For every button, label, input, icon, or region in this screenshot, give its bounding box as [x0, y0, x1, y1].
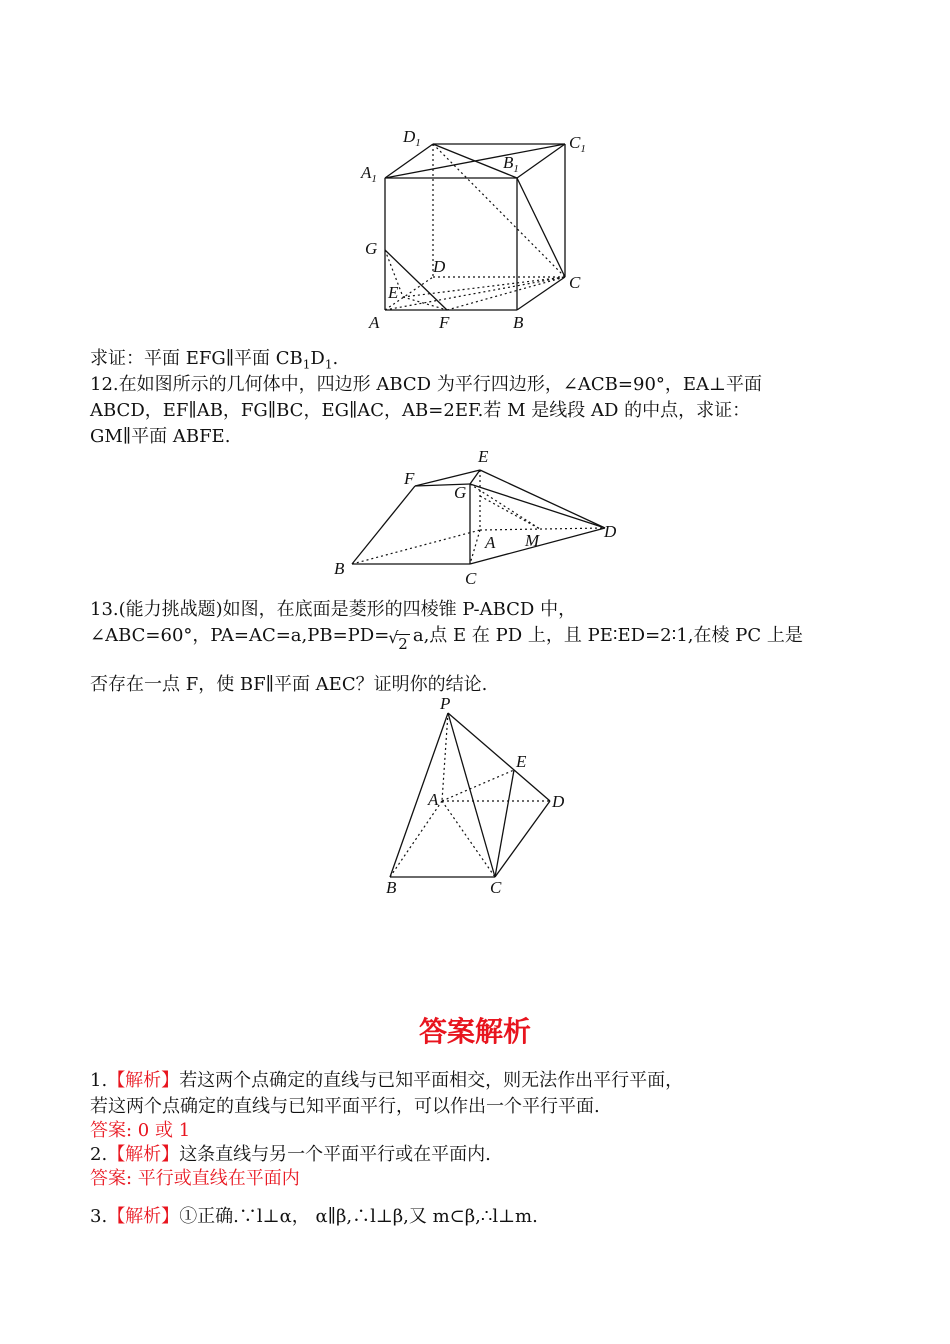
- label-A1: $A_1$: [361, 163, 377, 185]
- sqrt-symbol: √ 2: [388, 628, 408, 653]
- label-P: P: [440, 695, 451, 713]
- label-A: A: [428, 790, 439, 809]
- label-D: D: [552, 792, 565, 811]
- label-C1: $C_1$: [569, 133, 586, 155]
- label-D: D: [433, 257, 446, 276]
- problem-13-line2: ∠ABC=60°，PA=AC=a,PB=PD= √ 2 a,点 E 在 PD 上，且 PE∶ED=2∶1,在棱 PC 上是: [90, 623, 803, 649]
- problem-13-line3: 否存在一点 F，使 BF∥平面 AEC？证明你的结论.: [90, 674, 488, 695]
- label-B: B: [334, 559, 345, 578]
- problem-12-line3: GM∥平面 ABFE.: [90, 426, 231, 447]
- answer-1-line1: 1.【解析】若这两个点确定的直线与已知平面相交，则无法作出平行平面，: [90, 1070, 684, 1091]
- label-E: E: [388, 283, 399, 302]
- figure-cube: [355, 120, 605, 340]
- label-G: G: [365, 239, 378, 258]
- label-F: F: [404, 469, 415, 488]
- problem-13-line1: 13.(能力挑战题)如图，在底面是菱形的四棱锥 P-ABCD 中，: [90, 599, 577, 620]
- pyramid-diagram: [380, 695, 580, 905]
- cube-diagram: [355, 120, 605, 340]
- problem-12-line1: 12.在如图所示的几何体中，四边形 ABCD 为平行四边形，∠ACB=90°，EA⊥平面: [90, 374, 762, 395]
- label-C: C: [465, 569, 477, 588]
- answer-3-line1: 3.【解析】①正确.∵l⊥α， α∥β,∴l⊥β,又 m⊂β,∴l⊥m.: [90, 1206, 538, 1227]
- label-G: G: [454, 483, 467, 502]
- label-M: M: [525, 531, 540, 550]
- answer-1-result: 答案: 0 或 1: [90, 1120, 191, 1141]
- polyhedron-diagram: [330, 440, 630, 590]
- label-C: C: [490, 878, 502, 897]
- label-B1: $B_1$: [503, 153, 519, 175]
- problem-11-conclusion: 求证：平面 EFG∥平面 $CB_1D_1$.: [90, 348, 339, 372]
- problem-12-line2: ABCD，EF∥AB，FG∥BC，EG∥AC，AB=2EF.若 M 是线段 AD 的中点，求证：: [90, 400, 751, 421]
- label-A: A: [369, 313, 380, 332]
- label-B: B: [513, 313, 524, 332]
- answer-1-line2: 若这两个点确定的直线与已知平面平行，可以作出一个平行平面.: [90, 1096, 600, 1117]
- figure-polyhedron: [330, 440, 630, 590]
- label-E: E: [516, 752, 527, 771]
- label-E: E: [478, 447, 489, 466]
- answers-title: 答案解析: [418, 1015, 531, 1048]
- label-B: B: [386, 878, 397, 897]
- label-D1: $D_1$: [403, 127, 421, 149]
- label-C: C: [569, 273, 581, 292]
- label-A: A: [485, 533, 496, 552]
- label-F: F: [439, 313, 450, 332]
- label-D: D: [604, 522, 617, 541]
- figure-pyramid: [380, 695, 580, 905]
- answer-2-result: 答案: 平行或直线在平面内: [90, 1168, 300, 1189]
- answer-2-line1: 2.【解析】这条直线与另一个平面平行或在平面内.: [90, 1144, 491, 1165]
